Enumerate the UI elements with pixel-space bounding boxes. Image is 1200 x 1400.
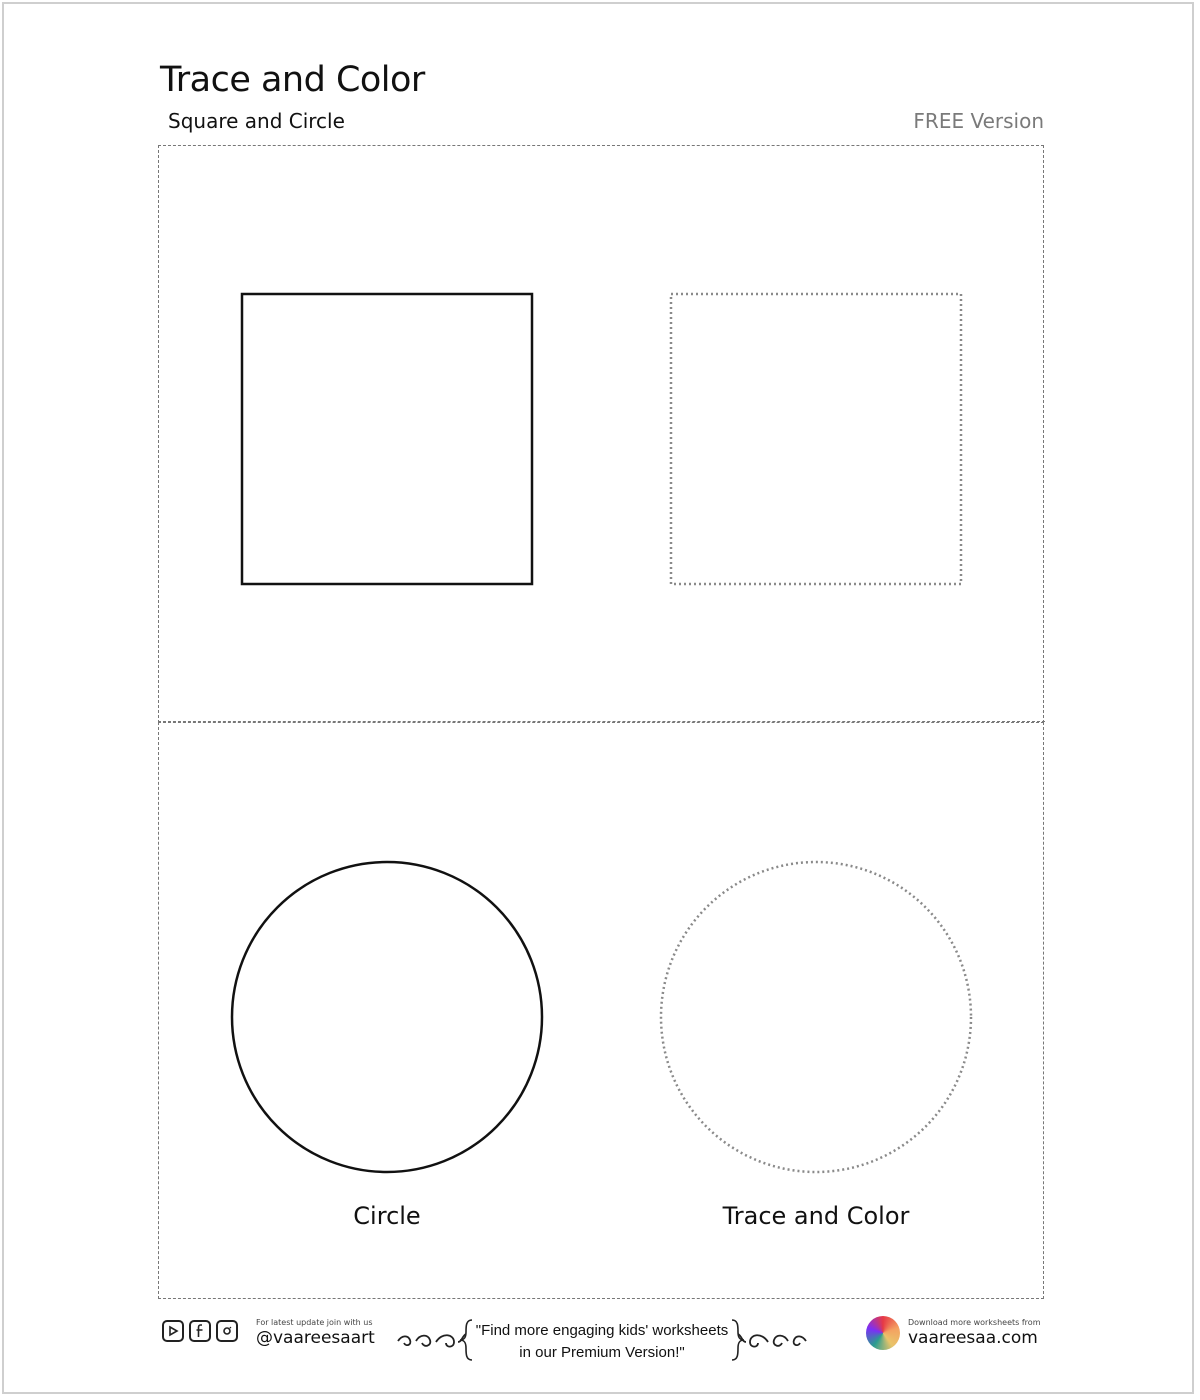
- circle-label: Circle: [353, 1202, 421, 1230]
- social-caption: For latest update join with us: [256, 1318, 373, 1327]
- solid-circle: [232, 862, 542, 1172]
- facebook-icon[interactable]: [189, 1320, 211, 1342]
- social-handle[interactable]: @vaareesaart: [256, 1328, 375, 1348]
- premium-promo: [474, 1320, 730, 1364]
- tracing-square: [671, 294, 961, 584]
- trace-and-color-label: Trace and Color: [722, 1202, 910, 1230]
- promo-line-1: "Find more engaging kids' worksheets: [475, 1322, 729, 1339]
- promo-line-2: in our Premium Version!": [519, 1344, 685, 1361]
- social-icons: [162, 1320, 238, 1342]
- solid-square: [242, 294, 532, 584]
- social-handle-block: [256, 1318, 375, 1348]
- square-shapes: [159, 146, 1045, 724]
- download-block: [908, 1318, 1040, 1348]
- youtube-icon[interactable]: [162, 1320, 184, 1342]
- site-link[interactable]: vaareesaa.com: [908, 1328, 1038, 1348]
- instagram-icon[interactable]: [216, 1320, 238, 1342]
- square-panel: [158, 145, 1044, 723]
- circle-panel: [158, 722, 1044, 1299]
- right-swirl-icon: [730, 1316, 808, 1364]
- footer: [0, 1300, 1200, 1400]
- page-subtitle: Square and Circle: [168, 109, 345, 133]
- download-caption: Download more worksheets from: [908, 1318, 1041, 1327]
- version-badge: FREE Version: [913, 109, 1044, 133]
- page-title: Trace and Color: [160, 60, 425, 100]
- brand-logo: [866, 1316, 900, 1350]
- tracing-circle: [661, 862, 971, 1172]
- left-swirl-icon: [396, 1316, 474, 1364]
